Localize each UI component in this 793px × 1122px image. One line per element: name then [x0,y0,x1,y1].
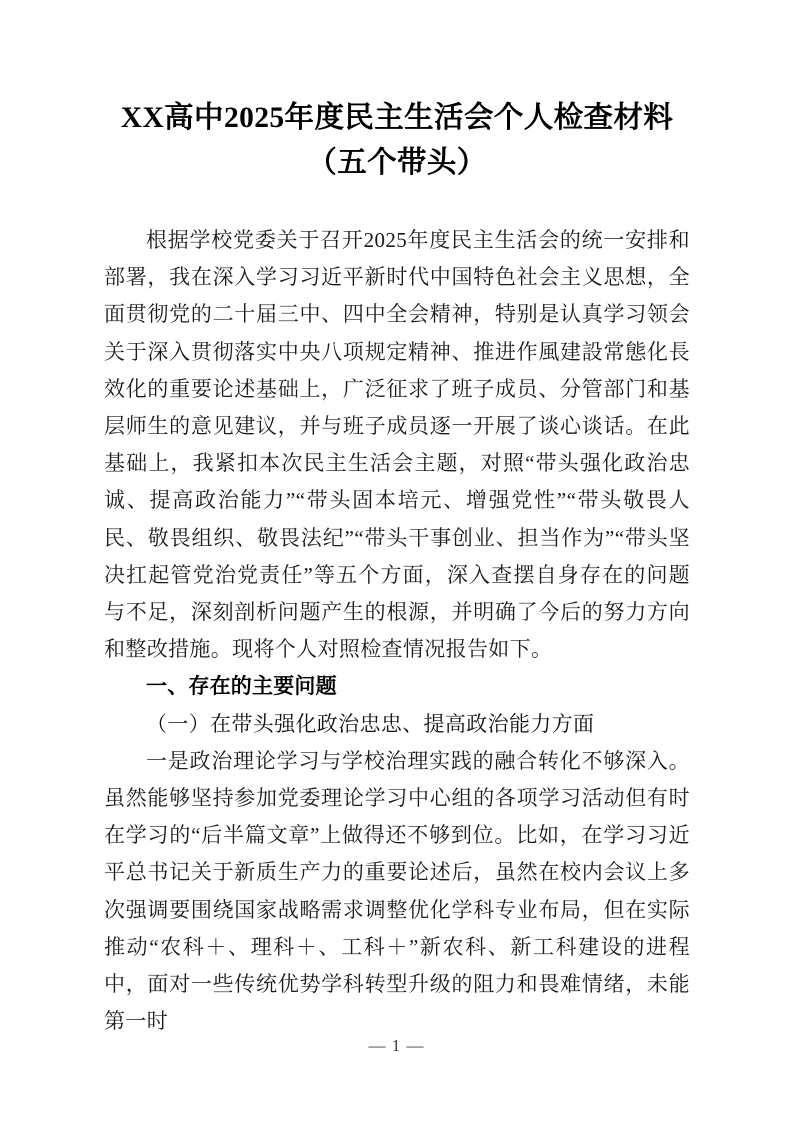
page-title: XX高中2025年度民主生活会个人检查材料（五个带头） [120,102,674,179]
paragraph-problem-one: 一是政治理论学习与学校治理实践的融合转化不够深入。虽然能够坚持参加党委理论学习中心组的各项学习活动但有时在学习的“后半篇文章”上做得还不够到位。比如，在学习习近平总书记关于新质生产力的重要论述后，虽然在校内会议上多次强调要围绕国家战略需求调整优化学科专业布局，但在实际推动“农科＋、理科＋、工科＋”新农科、新工科建设的进程中，面对一些传统优势学科转型升级的阻力和畏难情绪，未能第一时 [104,748,690,1034]
heading-main-problems: 一、存在的主要问题 [146,674,337,699]
paragraph-intro: 根据学校党委关于召开2025年度民主生活会的统一安排和部署，我在深入学习习近平新时代中国特色社会主义思想，全面贯彻党的二十届三中、四中全会精神，特别是认真学习领会关于深入贯彻落实中央八项规定精神、推进作風建設常態化長效化的重要论述基础上，广泛征求了班子成员、分管部门和基层师生的意见建议，并与班子成员逐一开展了谈心谈话。在此基础上，我紧扣本次民主生活会主题，对照“带头强化政治忠诚、提高政治能力”“带头固本培元、增强党性”“带头敬畏人民、敬畏组织、敬畏法纪”“带头干事创业、担当作为”“带头坚决扛起管党治党责任”等五个方面，深入查摆自身存在的问题与不足，深刻剖析问题产生的根源，并明确了今后的努力方向和整改措施。现将个人对照检查情况报告如下。 [104,228,690,662]
page-number-footer: — 1 — [368,1036,425,1055]
heading-subsection-one: （一）在带头强化政治忠忠、提高政治能力方面 [146,711,595,736]
document-body [104,96,690,1040]
